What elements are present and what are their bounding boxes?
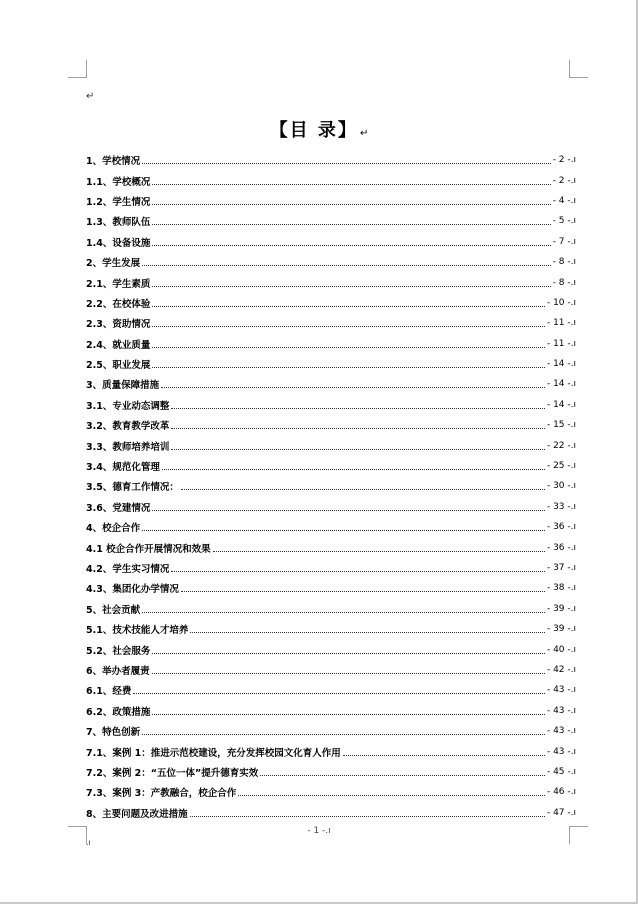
toc-entry[interactable] <box>86 293 576 313</box>
toc-leader-dots <box>152 652 545 654</box>
toc-entry-label: 7、特色创新 <box>86 727 141 739</box>
toc-leader-dots <box>152 244 550 246</box>
toc-entry-label: 2.4、就业质量 <box>86 339 151 351</box>
toc-entry-page: - 14 -.ı <box>546 359 576 370</box>
toc-entry-label: 1、学校情况 <box>86 156 141 168</box>
toc-entry-page: - 37 -.ı <box>546 563 576 573</box>
footer-page-number: - 1 -.ı <box>307 826 331 836</box>
toc-entry-label: 6.2、政策措施 <box>86 706 151 718</box>
toc-entry-label: 6、举办者履责 <box>86 665 150 677</box>
toc-leader-dots <box>190 631 545 633</box>
toc-entry[interactable] <box>86 619 576 639</box>
toc-entry[interactable] <box>86 599 576 619</box>
toc-leader-dots <box>190 815 545 817</box>
toc-entry-page: - 43 -.ı <box>546 726 576 737</box>
toc-entry-label: 4.2、学生实习情况 <box>86 564 170 575</box>
toc-entry[interactable] <box>86 211 576 231</box>
toc-leader-dots <box>152 285 550 287</box>
toc-entry-label: 3.2、教育教学改革 <box>86 421 170 433</box>
toc-leader-dots <box>343 754 545 756</box>
toc-leader-dots <box>152 223 550 225</box>
toc-entry-label: 2、学生发展 <box>86 258 141 270</box>
toc-entry[interactable] <box>86 660 576 680</box>
title-return-mark: ↵ <box>359 128 369 139</box>
toc-entry[interactable] <box>86 701 576 721</box>
top-return-mark: ↵ <box>86 91 95 102</box>
toc-entry-page: - 30 -.ı <box>546 481 576 492</box>
crop-mark-top-right-v <box>569 60 570 78</box>
toc-entry[interactable] <box>86 191 576 211</box>
toc-entry[interactable] <box>86 415 576 435</box>
toc-leader-dots <box>152 509 545 511</box>
toc-entry-page: - 2 -.ı <box>552 175 576 186</box>
toc-entry-label: 7.3、案例 3：产教融合，校企合作 <box>86 788 237 800</box>
toc-entry-label: 5.1、技术技能人才培养 <box>86 625 189 637</box>
toc-entry-page: - 14 -.ı <box>546 379 576 390</box>
bottom-return-mark: .ı <box>86 838 91 847</box>
toc-entry[interactable] <box>86 537 576 557</box>
toc-leader-dots <box>152 203 550 205</box>
toc-leader-dots <box>181 488 545 490</box>
toc-leader-dots <box>152 672 545 674</box>
toc-entry-page: - 43 -.ı <box>546 746 576 757</box>
toc-entry-page: - 45 -.ı <box>546 766 576 777</box>
toc-entry[interactable] <box>86 435 576 455</box>
toc-leader-dots <box>142 529 545 531</box>
toc-leader-dots <box>152 346 545 348</box>
toc-leader-dots <box>152 183 550 185</box>
toc-entry-label: 3.6、党建情况 <box>86 502 151 514</box>
toc-entry-label: 1.2、学生情况 <box>86 196 151 208</box>
toc-entry[interactable] <box>86 334 576 354</box>
toc-entry-page: - 11 -.ı <box>546 338 576 349</box>
toc-leader-dots <box>142 162 551 164</box>
toc-entry-page: - 47 -.ı <box>546 807 576 818</box>
toc-entry-label: 4.1 校企合作开展情况和效果 <box>86 543 211 555</box>
toc-entry[interactable] <box>86 741 576 761</box>
toc-leader-dots <box>162 468 545 470</box>
toc-entry-label: 2.5、职业发展 <box>86 360 151 372</box>
toc-entry-page: - 25 -.ı <box>546 461 576 472</box>
toc-leader-dots <box>238 794 545 796</box>
toc-entry-page: - 8 -.ı <box>552 277 576 288</box>
toc-entry[interactable] <box>86 313 576 333</box>
toc-entry-page: - 42 -.ı <box>546 664 576 675</box>
toc-leader-dots <box>152 366 545 368</box>
toc-entry-label: 3.4、规范化管理 <box>86 462 160 474</box>
toc-leader-dots <box>181 590 545 592</box>
toc-entry-page: - 39 -.ı <box>546 603 576 614</box>
toc-entry[interactable] <box>86 762 576 782</box>
toc-entry-page: - 14 -.ı <box>546 399 576 410</box>
toc-entry-label: 2.2、在校体验 <box>86 298 151 310</box>
toc-entry-label: 3.1、专业动态调整 <box>86 400 170 412</box>
toc-entry-label: 3.5、德育工作情况： <box>86 482 179 494</box>
toc-entry-label: 5、社会贡献 <box>86 604 141 616</box>
toc-entry-page: - 43 -.ı <box>546 685 576 696</box>
toc-leader-dots <box>152 305 545 307</box>
toc-entry-page: - 2 -.ı <box>552 155 576 166</box>
title-text: 【目 录】 <box>269 120 358 141</box>
toc-entry-page: - 5 -.ı <box>552 216 576 227</box>
toc-entry-page: - 11 -.ı <box>546 318 576 329</box>
toc-leader-dots <box>171 407 545 409</box>
toc-leader-dots <box>213 550 545 552</box>
toc-entry-label: 1.4、设备设施 <box>86 237 151 249</box>
toc-entry[interactable] <box>86 803 576 823</box>
toc-entry-page: - 38 -.ı <box>546 583 576 594</box>
toc-entry-label: 2.3、资助情况 <box>86 319 151 331</box>
toc-entry[interactable] <box>86 721 576 741</box>
toc-leader-dots <box>152 713 545 715</box>
toc-entry-page: - 40 -.ı <box>546 644 576 655</box>
toc-entry-page: - 36 -.ı <box>546 522 576 533</box>
crop-mark-top-left-h <box>68 77 86 78</box>
toc-entry-page: - 46 -.ı <box>546 787 576 798</box>
toc-entry[interactable] <box>86 639 576 659</box>
toc-leader-dots <box>142 611 545 613</box>
toc-entry[interactable] <box>86 517 576 537</box>
toc-entry[interactable] <box>86 150 576 170</box>
toc-entry-page: - 43 -.ı <box>546 705 576 716</box>
toc-entry-label: 7.1、案例 1：推进示范校建设，充分发挥校园文化育人作用 <box>86 747 341 759</box>
toc-leader-dots <box>171 570 545 572</box>
toc-entry-page: - 7 -.ı <box>552 236 576 247</box>
toc-entry[interactable] <box>86 680 576 700</box>
toc-entry-label: 4.3、集团化办学情况 <box>86 584 179 596</box>
toc-entry-page: - 33 -.ı <box>546 501 576 512</box>
toc-entry[interactable] <box>86 354 576 374</box>
toc-entry[interactable] <box>86 558 576 578</box>
toc-entry-page: - 15 -.ı <box>546 420 576 431</box>
toc-leader-dots <box>152 325 545 327</box>
toc-entry-label: 4、校企合作 <box>86 523 141 535</box>
toc-leader-dots <box>171 427 545 429</box>
toc-entry-label: 1.3、教师队伍 <box>86 217 151 229</box>
crop-mark-top-left-v <box>86 60 87 78</box>
table-of-contents <box>86 150 576 823</box>
toc-entry[interactable] <box>86 252 576 272</box>
document-title <box>0 116 638 140</box>
toc-entry[interactable] <box>86 497 576 517</box>
toc-leader-dots <box>161 386 545 388</box>
toc-entry[interactable] <box>86 476 576 496</box>
toc-entry-label: 3、质量保障措施 <box>86 380 160 392</box>
toc-entry[interactable] <box>86 232 576 252</box>
toc-entry[interactable] <box>86 456 576 476</box>
toc-entry-page: - 10 -.ı <box>546 297 576 308</box>
toc-entry-page: - 22 -.ı <box>546 440 576 451</box>
toc-leader-dots <box>133 692 545 694</box>
toc-entry[interactable] <box>86 272 576 292</box>
toc-entry-label: 3.3、教师培养培训 <box>86 441 170 453</box>
toc-entry[interactable] <box>86 170 576 190</box>
toc-entry-label: 8、主要问题及改进措施 <box>86 808 188 820</box>
toc-entry[interactable] <box>86 395 576 415</box>
toc-entry-page: - 4 -.ı <box>552 195 576 206</box>
toc-leader-dots <box>171 448 545 450</box>
toc-leader-dots <box>142 733 545 735</box>
toc-entry-label: 5.2、社会服务 <box>86 645 151 657</box>
toc-entry-page: - 8 -.ı <box>552 257 576 268</box>
toc-entry-page: - 39 -.ı <box>546 624 576 635</box>
toc-entry-label: 1.1、学校概况 <box>86 176 151 188</box>
crop-mark-top-right-h <box>570 77 588 78</box>
toc-entry-page: - 36 -.ı <box>546 542 576 553</box>
toc-entry-label: 7.2、案例 2：“五位一体”提升德育实效 <box>86 767 259 779</box>
toc-entry[interactable] <box>86 782 576 802</box>
toc-entry[interactable] <box>86 374 576 394</box>
toc-entry-label: 2.1、学生素质 <box>86 278 151 290</box>
toc-entry-label: 6.1、经费 <box>86 686 132 698</box>
toc-entry[interactable] <box>86 578 576 598</box>
toc-leader-dots <box>142 264 551 266</box>
toc-leader-dots <box>260 774 545 776</box>
